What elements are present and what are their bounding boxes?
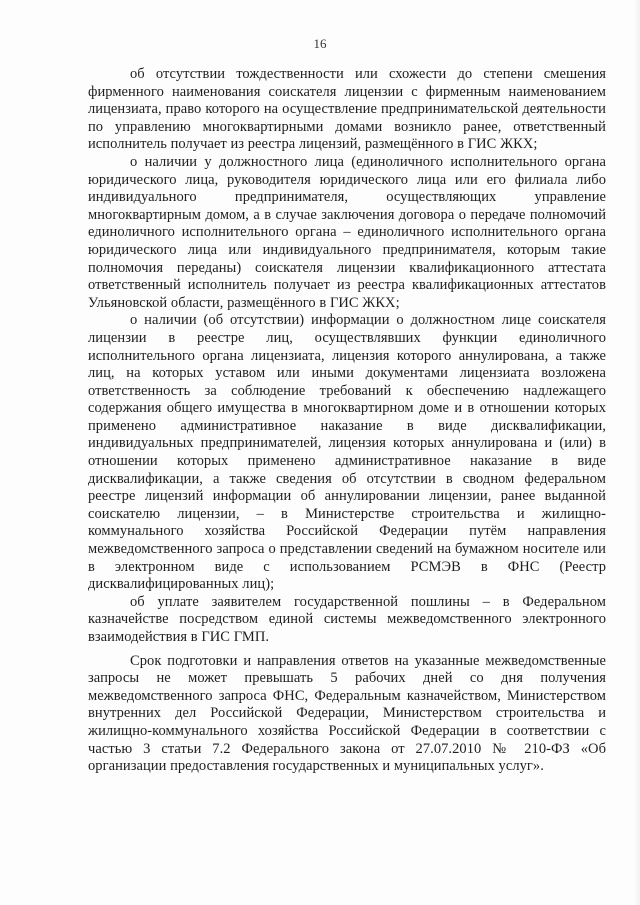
paragraph-1: об отсутствии тождественности или схожести до степени смешения фирменного наименования соискателя лицензии с фирменным наименованием лицензиата, право которого на осуществление предпринимательской деятельности по управлению многоквартирными домами возникло ранее, ответственный исполнитель получает из реестра лицензий, размещённого в ГИС ЖКХ; [88,66,606,153]
body-text [88,66,606,776]
page-number: 16 [313,36,327,51]
scan-edge-shadow [634,0,640,905]
paragraph-3: о наличии (об отсутствии) информации о должностном лице соискателя лицензии в реестре лиц, осуществлявших функции единоличного исполнительного органа лицензиата, лицензия которого аннулирована, а также лиц, на которых уставом или иными документами лицензиата возложена ответственность за соблюдение требований к обеспечению надлежащего содержания общего имущества в многоквартирном доме и в отношении которых применено административное наказание в виде дисквалификации, индивидуальных предпринимателей, лицензия которых аннулирована и (или) в отношении которых применено административное наказание в виде дисквалификации, а также сведения об отсутствии в сводном федеральном реестре лицензий информации об аннулировании лицензии, ранее выданной соискателю лицензии, – в Министерстве строительства и жилищно-коммунального хозяйства Российской Федерации путём направления межведомственного запроса о представлении сведений на бумажном носителе или в электронном виде с использованием РСМЭВ в ФНС (Реестр дисквалифицированных лиц); [88,312,606,593]
paragraph-4: об уплате заявителем государственной пошлины – в Федеральном казначействе посредством единой системы межведомственного электронного взаимодействия в ГИС ГМП. [88,593,606,645]
paragraph-2: о наличии у должностного лица (единоличного исполнительного органа юридического лица, руководителя юридического лица или его филиала либо индивидуального предпринимателя, осуществляющих управление многоквартирным домом, а в случае заключения договора о передаче полномочий единоличного исполнительного органа – единоличного исполнительного органа юридического лица или индивидуального предпринимателя, которым такие полномочия переданы) соискателя лицензии квалификационного аттестата ответственный исполнитель получает из реестра квалификационных аттестатов Ульяновской области, размещённого в ГИС ЖКХ; [88,153,606,311]
paragraph-5: Срок подготовки и направления ответов на указанные межведомственные запросы не может превышать 5 рабочих дней со дня получения межведомственного запроса ФНС, Федеральным казначейством, Министерством внутренних дел Российской Федерации, Министерством строительства и жилищно-коммунального хозяйства Российской Федерации в соответствии с частью 3 статьи 7.2 Федерального закона от 27.07.2010 № 210-ФЗ «Об организации предоставления государственных и муниципальных услуг». [88,652,606,775]
